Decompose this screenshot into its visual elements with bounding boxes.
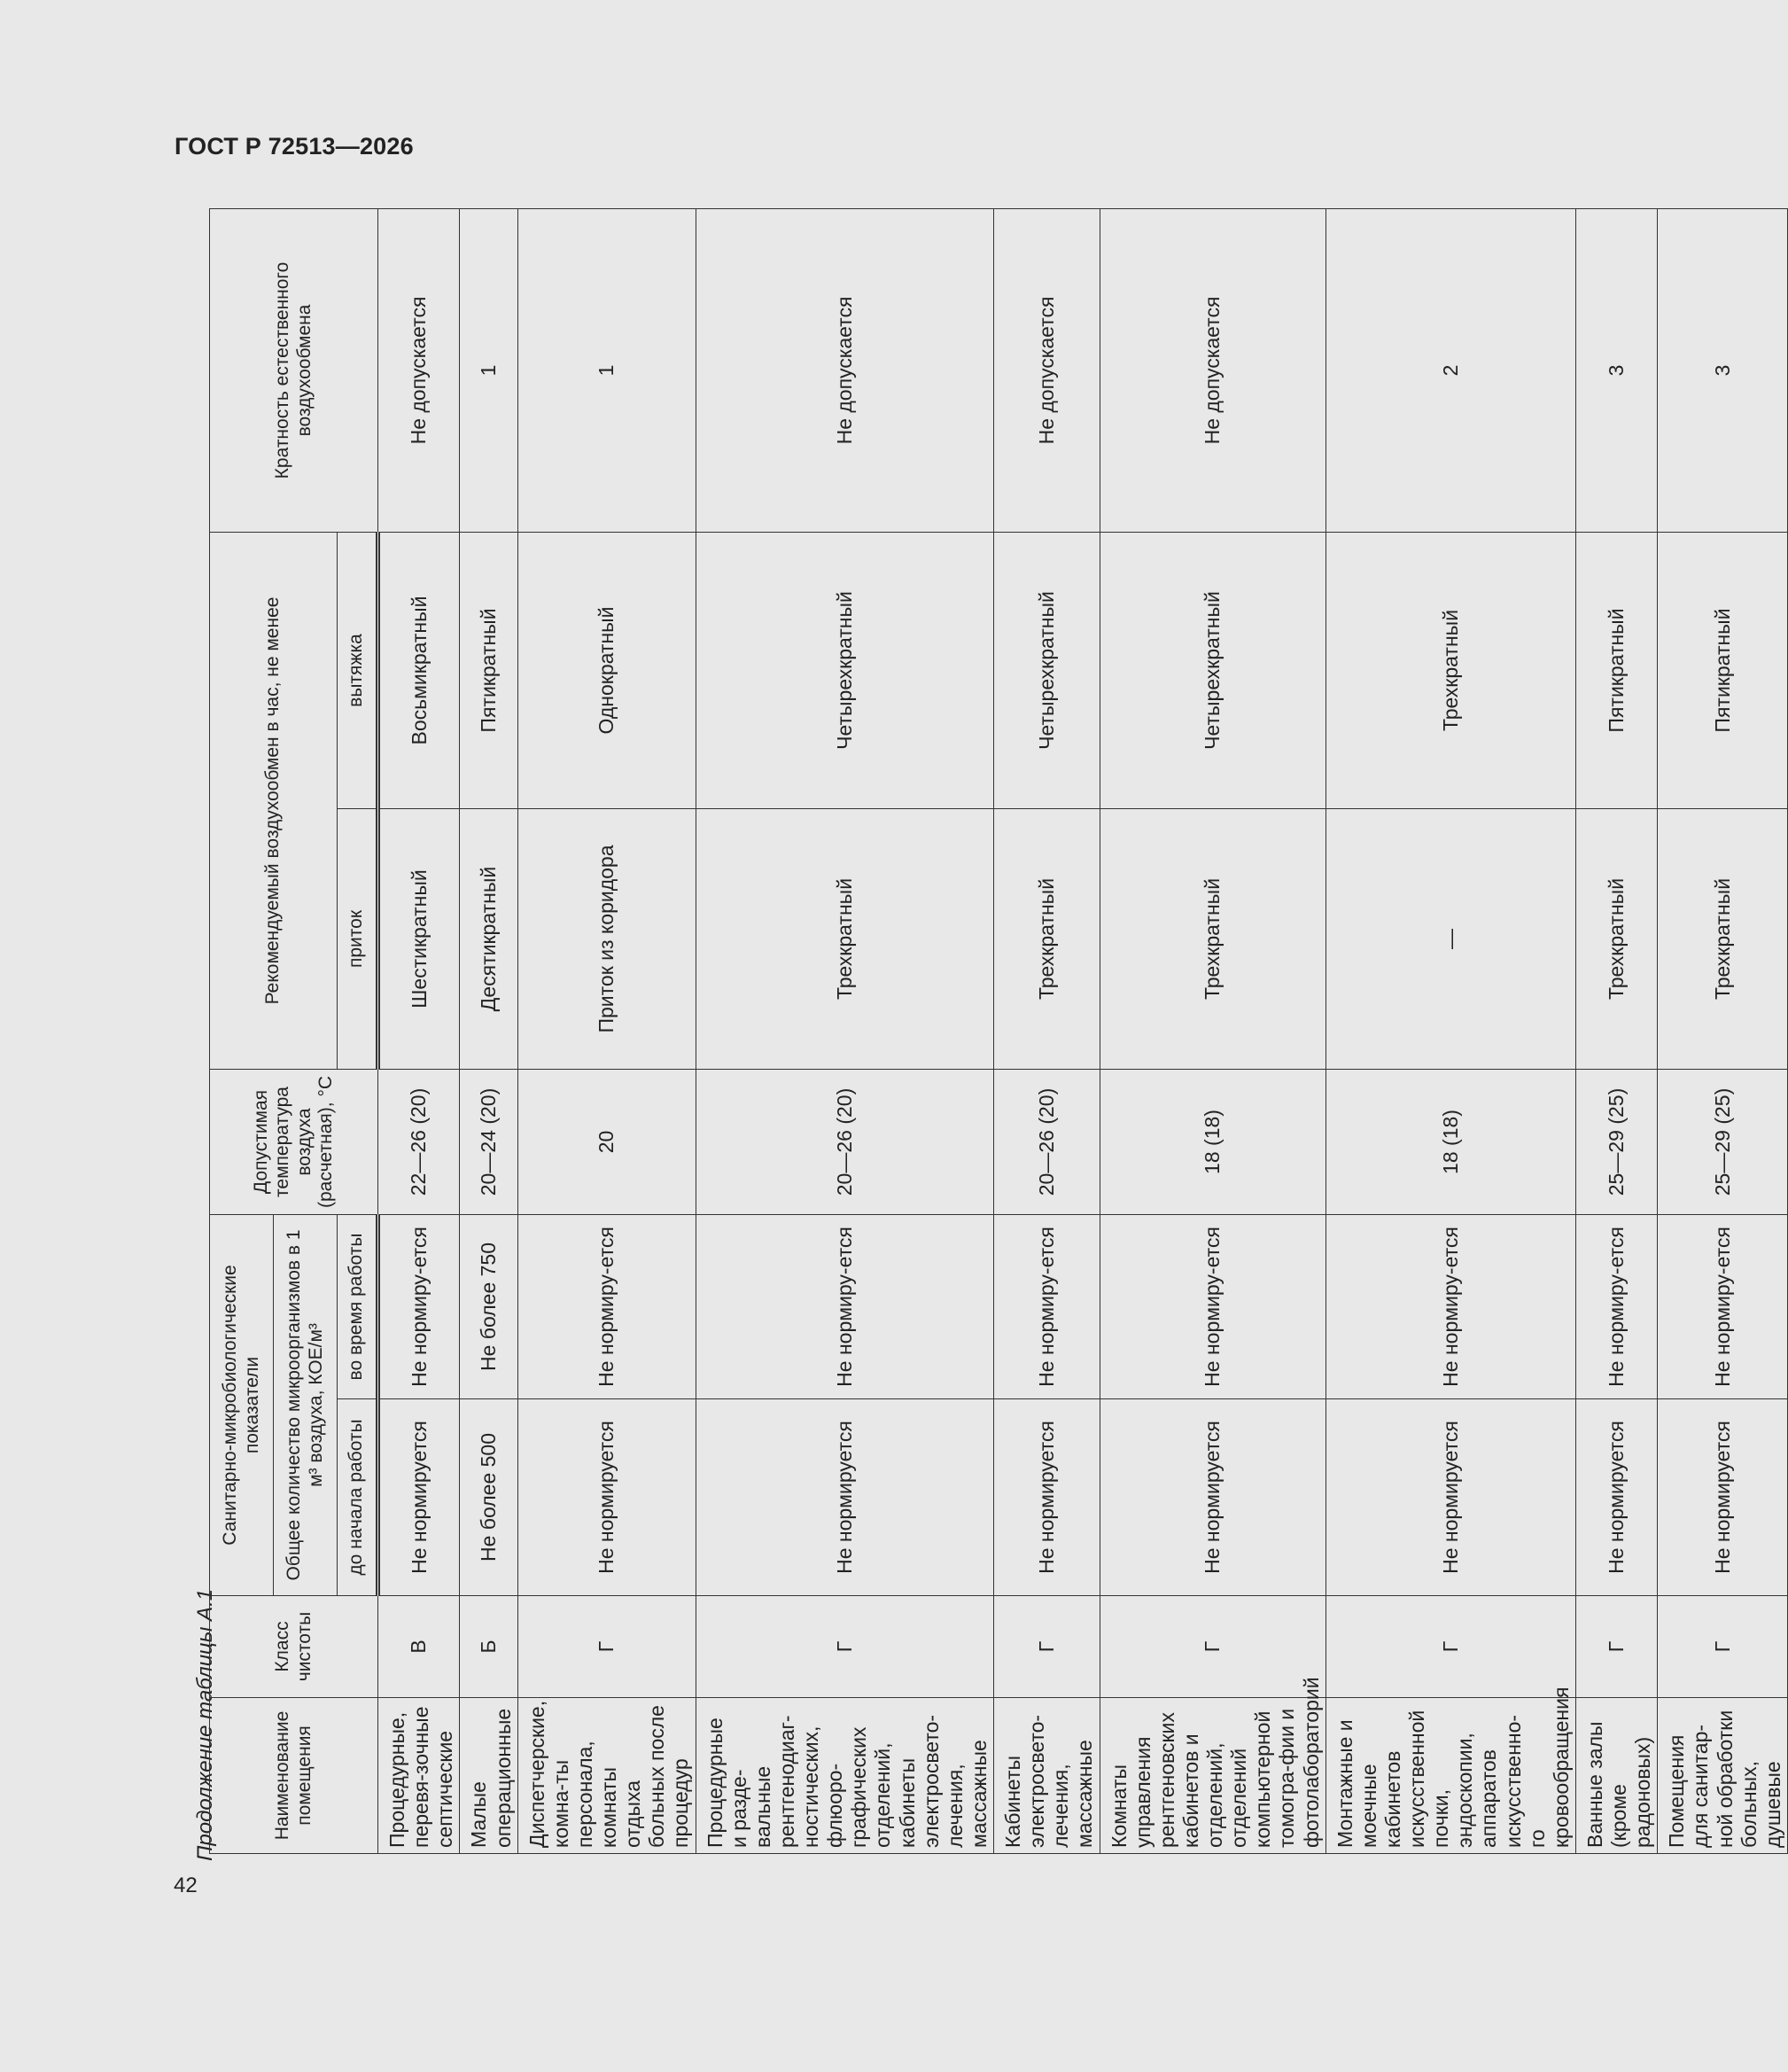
row-natural: 3 (1575, 208, 1657, 532)
row-count-before: Не нормируется (517, 1399, 696, 1596)
table-row (1658, 208, 1788, 1853)
row-count-during: Не нормиру-ется (696, 1215, 994, 1399)
col-header-air-group: Рекомендуемый воздухообмен в час, не менее (210, 532, 338, 1069)
row-air-out: Четырехкратный (994, 532, 1100, 808)
row-name: Кабинеты электросвето-лечения, массажные (994, 1698, 1100, 1854)
air-exchange-table (209, 208, 1788, 1854)
row-count-before: Не нормируется (1658, 1399, 1788, 1596)
row-air-out: Восьмикратный (378, 532, 460, 808)
row-temperature: 25—29 (25) (1658, 1070, 1788, 1215)
row-class: Г (696, 1596, 994, 1698)
table-row (696, 208, 994, 1853)
row-air-in: Трехкратный (1658, 809, 1788, 1070)
row-name: Помещения для санитар-ной обработки больных, душевые (1658, 1698, 1788, 1854)
row-count-during: Не нормиру-ется (994, 1215, 1100, 1399)
row-count-during: Не нормиру-ется (378, 1215, 460, 1399)
rotated-table-wrapper (209, 209, 1784, 1854)
row-air-in: Шестикратный (378, 809, 460, 1070)
row-natural: Не допускается (1100, 208, 1325, 532)
table-row (378, 208, 460, 1853)
table-row (460, 208, 517, 1853)
col-header-air-in: приток (338, 809, 378, 1070)
row-count-before: Не нормируется (696, 1399, 994, 1596)
col-header-class: Класс чистоты (210, 1596, 378, 1698)
row-count-during: Не более 750 (460, 1215, 517, 1399)
table-row (1575, 208, 1657, 1853)
row-count-during: Не нормиру-ется (517, 1215, 696, 1399)
col-header-before: до начала работы (338, 1399, 378, 1596)
row-count-before: Не нормируется (994, 1399, 1100, 1596)
row-temperature: 20—26 (20) (994, 1070, 1100, 1215)
row-name: Ванные залы (кроме радоновых) (1575, 1698, 1657, 1854)
col-header-micro-sub: Общее количество микроорганизмов в 1 м³ воздуха, КОЕ/м³ (274, 1215, 338, 1596)
row-natural: Не допускается (378, 208, 460, 532)
row-natural: 1 (517, 208, 696, 532)
row-class: Б (460, 1596, 517, 1698)
row-count-before: Не нормируется (1100, 1399, 1325, 1596)
row-name: Монтажные и моечные кабинетов искусственной почки, эндоскопии, аппаратов искусственно-го кровообращения (1325, 1698, 1575, 1854)
row-air-in: — (1325, 809, 1575, 1070)
row-name: Процедурные, перевя-зочные септические (378, 1698, 460, 1854)
page-number: 42 (174, 1873, 198, 1897)
row-count-before: Не более 500 (460, 1399, 517, 1596)
row-air-in: Трехкратный (696, 809, 994, 1070)
row-temperature: 18 (18) (1100, 1070, 1325, 1215)
row-air-in: Приток из коридора (517, 809, 696, 1070)
table-row (994, 208, 1100, 1853)
row-temperature: 18 (18) (1325, 1070, 1575, 1215)
col-header-name: Наименование помещения (210, 1698, 378, 1854)
row-natural: 3 (1658, 208, 1788, 532)
row-name: Малые операционные (460, 1698, 517, 1854)
row-temperature: 20 (517, 1070, 696, 1215)
row-count-during: Не нормиру-ется (1575, 1215, 1657, 1399)
row-air-out: Пятикратный (1658, 532, 1788, 808)
row-temperature: 25—29 (25) (1575, 1070, 1657, 1215)
table-row (1100, 208, 1325, 1853)
col-header-natural: Кратность естественного воздухообмена (210, 208, 378, 532)
row-air-out: Четырехкратный (1100, 532, 1325, 808)
row-air-in: Трехкратный (1100, 809, 1325, 1070)
row-natural: Не допускается (696, 208, 994, 532)
table-body (378, 208, 1788, 1853)
row-air-out: Трехкратный (1325, 532, 1575, 808)
row-natural: 1 (460, 208, 517, 532)
row-temperature: 20—24 (20) (460, 1070, 517, 1215)
row-natural: Не допускается (994, 208, 1100, 532)
row-name: Комнаты управления рентгеновских кабинетов и отделений, отделений компьютерной томогра-фии и фотолабораторий (1100, 1698, 1325, 1854)
row-class: Г (1325, 1596, 1575, 1698)
row-temperature: 22—26 (20) (378, 1070, 460, 1215)
row-air-out: Пятикратный (460, 532, 517, 808)
row-name: Диспетчерские, комна-ты персонала, комнаты отдыха больных после процедур (517, 1698, 696, 1854)
document-header: ГОСТ Р 72513—2026 (175, 133, 414, 160)
row-count-during: Не нормиру-ется (1658, 1215, 1788, 1399)
row-air-out: Пятикратный (1575, 532, 1657, 808)
row-class: Г (1100, 1596, 1325, 1698)
row-count-during: Не нормиру-ется (1100, 1215, 1325, 1399)
table-row (1325, 208, 1575, 1853)
row-class: Г (1658, 1596, 1788, 1698)
row-temperature: 20—26 (20) (696, 1070, 994, 1215)
row-air-in: Десятикратный (460, 809, 517, 1070)
col-header-air-out: вытяжка (338, 532, 378, 808)
row-air-in: Трехкратный (1575, 809, 1657, 1070)
col-header-temp: Допустимая температура воздуха (расчетная), °С (210, 1070, 378, 1215)
col-header-during: во время работы (338, 1215, 378, 1399)
row-count-before: Не нормируется (1575, 1399, 1657, 1596)
row-count-before: Не нормируется (378, 1399, 460, 1596)
table-row (517, 208, 696, 1853)
row-count-before: Не нормируется (1325, 1399, 1575, 1596)
row-class: Г (517, 1596, 696, 1698)
row-natural: 2 (1325, 208, 1575, 532)
row-class: В (378, 1596, 460, 1698)
row-class: Г (994, 1596, 1100, 1698)
row-air-out: Четырехкратный (696, 532, 994, 808)
row-air-in: Трехкратный (994, 809, 1100, 1070)
row-name: Процедурные и разде-вальные рентгенодиаг-ностических, флюоро-графических отделений, кабинеты электросвето-лечения, массажные (696, 1698, 994, 1854)
row-count-during: Не нормиру-ется (1325, 1215, 1575, 1399)
col-header-micro-group: Санитарно-микробиологические показатели (210, 1215, 274, 1596)
row-class: Г (1575, 1596, 1657, 1698)
table-caption: Продолжение таблицы А.1 (193, 1588, 217, 1861)
row-air-out: Однократный (517, 532, 696, 808)
